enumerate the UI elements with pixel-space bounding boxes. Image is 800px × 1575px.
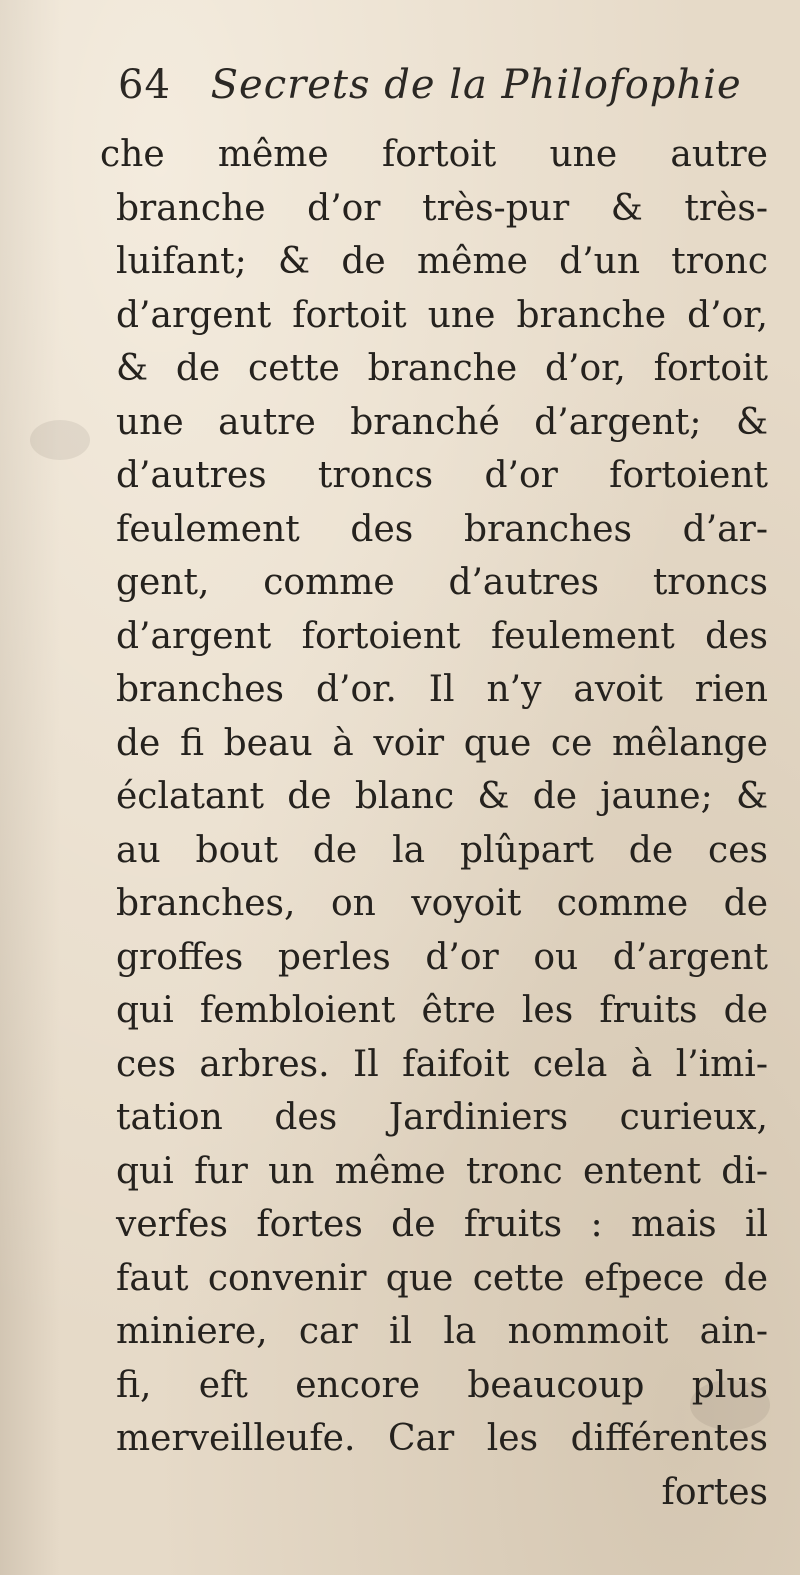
- text-line: & de cette branche d’or, fortoit: [116, 348, 768, 389]
- text-line: branche d’or très-pur & très-: [116, 187, 768, 229]
- text-line: de fi beau à voir que ce mêlange: [116, 722, 768, 764]
- text-line: d’argent fortoient feulement des: [116, 615, 768, 657]
- text-line: qui fur un même tronc entent di-: [116, 1150, 768, 1192]
- text-line: d’argent fortoit une branche d’or,: [116, 294, 768, 336]
- text-line: ces arbres. Il faifoit cela à l’imi-: [116, 1043, 768, 1085]
- page-number: 64: [118, 62, 171, 108]
- text-line: d’autres troncs d’or fortoient: [116, 455, 768, 496]
- text-line: faut convenir que cette efpece de: [116, 1257, 768, 1299]
- text-line: merveilleufe. Car les différentes: [116, 1418, 768, 1459]
- text-line: verfes fortes de fruits : mais il: [116, 1204, 768, 1245]
- running-title: Secrets de la Philofophie: [210, 62, 742, 108]
- text-line: éclatant de blanc & de jaune; &: [116, 776, 768, 817]
- text-line: une autre branché d’argent; &: [116, 401, 768, 443]
- catchword: [116, 1466, 768, 1520]
- text-line: au bout de la plûpart de ces: [116, 829, 768, 871]
- text-line: qui fembloient être les fruits de: [116, 990, 768, 1031]
- page-header: [118, 62, 758, 120]
- text-line: luifant; & de même d’un tronc: [116, 241, 768, 282]
- text-line: branches, on voyoit comme de: [116, 883, 768, 924]
- text-line: che même fortoit une autre: [100, 134, 768, 175]
- text-line: tation des Jardiniers curieux,: [116, 1097, 768, 1138]
- text-line: branches d’or. Il n’y avoit rien: [116, 669, 768, 710]
- body-text: [100, 128, 768, 1519]
- text-line: feulement des branches d’ar-: [116, 508, 768, 550]
- text-line: groffes perles d’or ou d’argent: [116, 936, 768, 978]
- text-line: gent, comme d’autres troncs: [116, 562, 768, 603]
- catchword-text: fortes: [661, 1471, 768, 1513]
- text-line: fi, eft encore beaucoup plus: [116, 1364, 768, 1406]
- text-line: miniere, car il la nommoit ain-: [116, 1311, 768, 1352]
